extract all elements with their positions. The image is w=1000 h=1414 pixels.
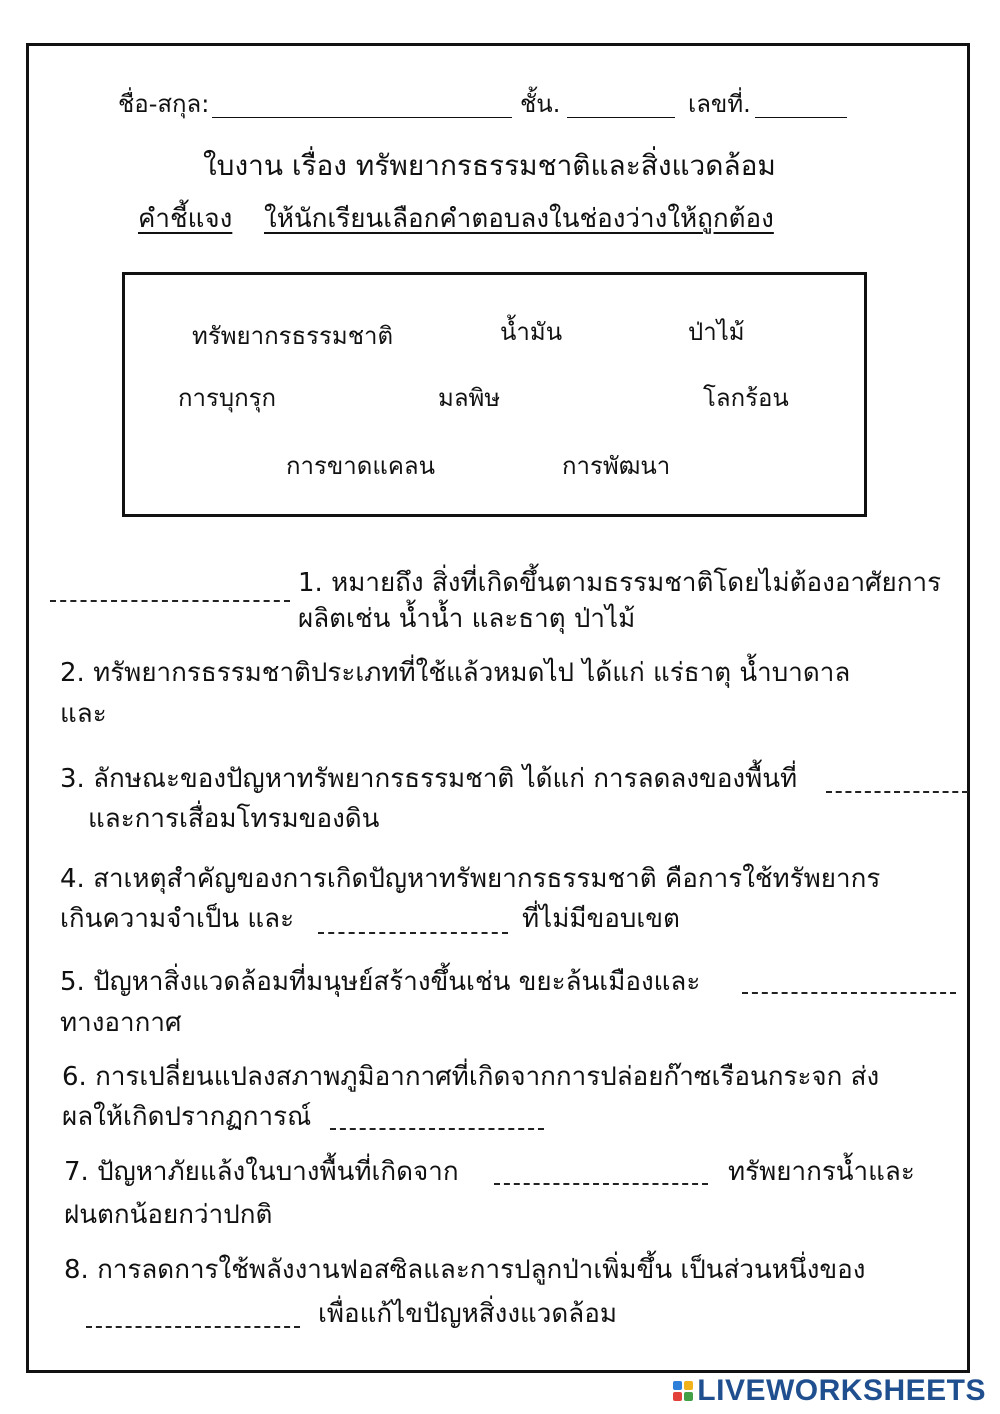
question-3-line1: 3. ลักษณะของปัญหาทรัพยากรธรรมชาติ ได้แก่ การลดลงของพื้นที่ xyxy=(60,764,798,794)
question-2-line1: 2. ทรัพยากรธรรมชาติประเภทที่ใช้แล้วหมดไป ได้แก่ แร่ธาตุ น้ำบาดาล xyxy=(60,658,851,688)
question-3-line2: และการเสื่อมโทรมของดิน xyxy=(88,804,380,834)
page-title: ใบงาน เรื่อง ทรัพยากรธรรมชาติและสิ่งแวดล้อม xyxy=(203,149,776,182)
question-4-line2b: ที่ไม่มีขอบเขต xyxy=(522,904,680,934)
question-1-line2: ผลิตเช่น น้ำน้ำ และธาตุ ป่าไม้ xyxy=(298,604,636,634)
word-bank-item[interactable]: การบุกรุก xyxy=(178,384,277,412)
number-input[interactable] xyxy=(755,117,847,118)
question-4-line1: 4. สาเหตุสำคัญของการเกิดปัญหาทรัพยากรธรรมชาติ คือการใช้ทรัพยากร xyxy=(60,864,881,894)
answer-blank-3[interactable] xyxy=(826,791,968,793)
question-6-line1: 6. การเปลี่ยนแปลงสภาพภูมิอากาศที่เกิดจากการปล่อยก๊าซเรือนกระจก ส่ง xyxy=(62,1062,880,1092)
question-2-line2: และ xyxy=(60,699,107,729)
name-input[interactable] xyxy=(212,117,512,118)
liveworksheets-brand[interactable] xyxy=(673,1374,986,1408)
word-bank-item[interactable]: มลพิษ xyxy=(438,384,501,412)
class-label: ชั้น. xyxy=(520,90,561,118)
instruction-text: ให้นักเรียนเลือกคำตอบลงในช่องว่างให้ถูกต้อง xyxy=(264,204,774,234)
answer-blank-8[interactable] xyxy=(86,1326,300,1328)
class-input[interactable] xyxy=(567,117,675,118)
question-7-line1a: 7. ปัญหาภัยแล้งในบางพื้นที่เกิดจาก xyxy=(64,1157,459,1187)
answer-blank-6[interactable] xyxy=(330,1128,544,1130)
question-5-line1: 5. ปัญหาสิ่งแวดล้อมที่มนุษย์สร้างขึ้นเช่น ขยะล้นเมืองและ xyxy=(60,967,701,997)
word-bank-item[interactable]: ป่าไม้ xyxy=(688,318,745,346)
word-bank-item[interactable]: การพัฒนา xyxy=(562,452,671,480)
word-bank-item[interactable]: การขาดแคลน xyxy=(286,452,436,480)
word-bank-item[interactable]: น้ำมัน xyxy=(500,318,563,346)
question-7-line2: ฝนตกน้อยกว่าปกติ xyxy=(64,1200,273,1230)
answer-blank-4[interactable] xyxy=(318,932,508,934)
question-5-line2: ทางอากาศ xyxy=(60,1008,182,1038)
question-4-line2a: เกินความจำเป็น และ xyxy=(60,904,295,934)
brand-text: LIVEWORKSHEETS xyxy=(697,1374,986,1407)
answer-blank-5[interactable] xyxy=(742,992,956,994)
word-bank-item[interactable]: ทรัพยากรธรรมชาติ xyxy=(192,322,394,350)
question-1-line1: 1. หมายถึง สิ่งที่เกิดขึ้นตามธรรมชาติโดยไม่ต้องอาศัยการ xyxy=(298,568,942,598)
number-label: เลขที่. xyxy=(688,90,751,118)
question-8-line1: 8. การลดการใช้พลังงานฟอสซิลและการปลูกป่าเพิ่มขึ้น เป็นส่วนหนึ่งของ xyxy=(64,1255,866,1285)
answer-blank-7[interactable] xyxy=(494,1183,708,1185)
instruction-label: คำชี้แจง xyxy=(138,204,233,234)
liveworksheets-logo-icon xyxy=(673,1381,693,1401)
answer-blank-1[interactable] xyxy=(50,600,290,602)
question-8-line2: เพื่อแก้ไขปัญหสิ่งงแวดล้อม xyxy=(318,1299,617,1329)
question-6-line2: ผลให้เกิดปรากฏการณ์ xyxy=(62,1102,312,1132)
question-7-line1b: ทรัพยากรน้ำและ xyxy=(728,1157,915,1187)
word-bank-item[interactable]: โลกร้อน xyxy=(703,384,789,412)
name-label: ชื่อ-สกุล: xyxy=(118,90,210,118)
